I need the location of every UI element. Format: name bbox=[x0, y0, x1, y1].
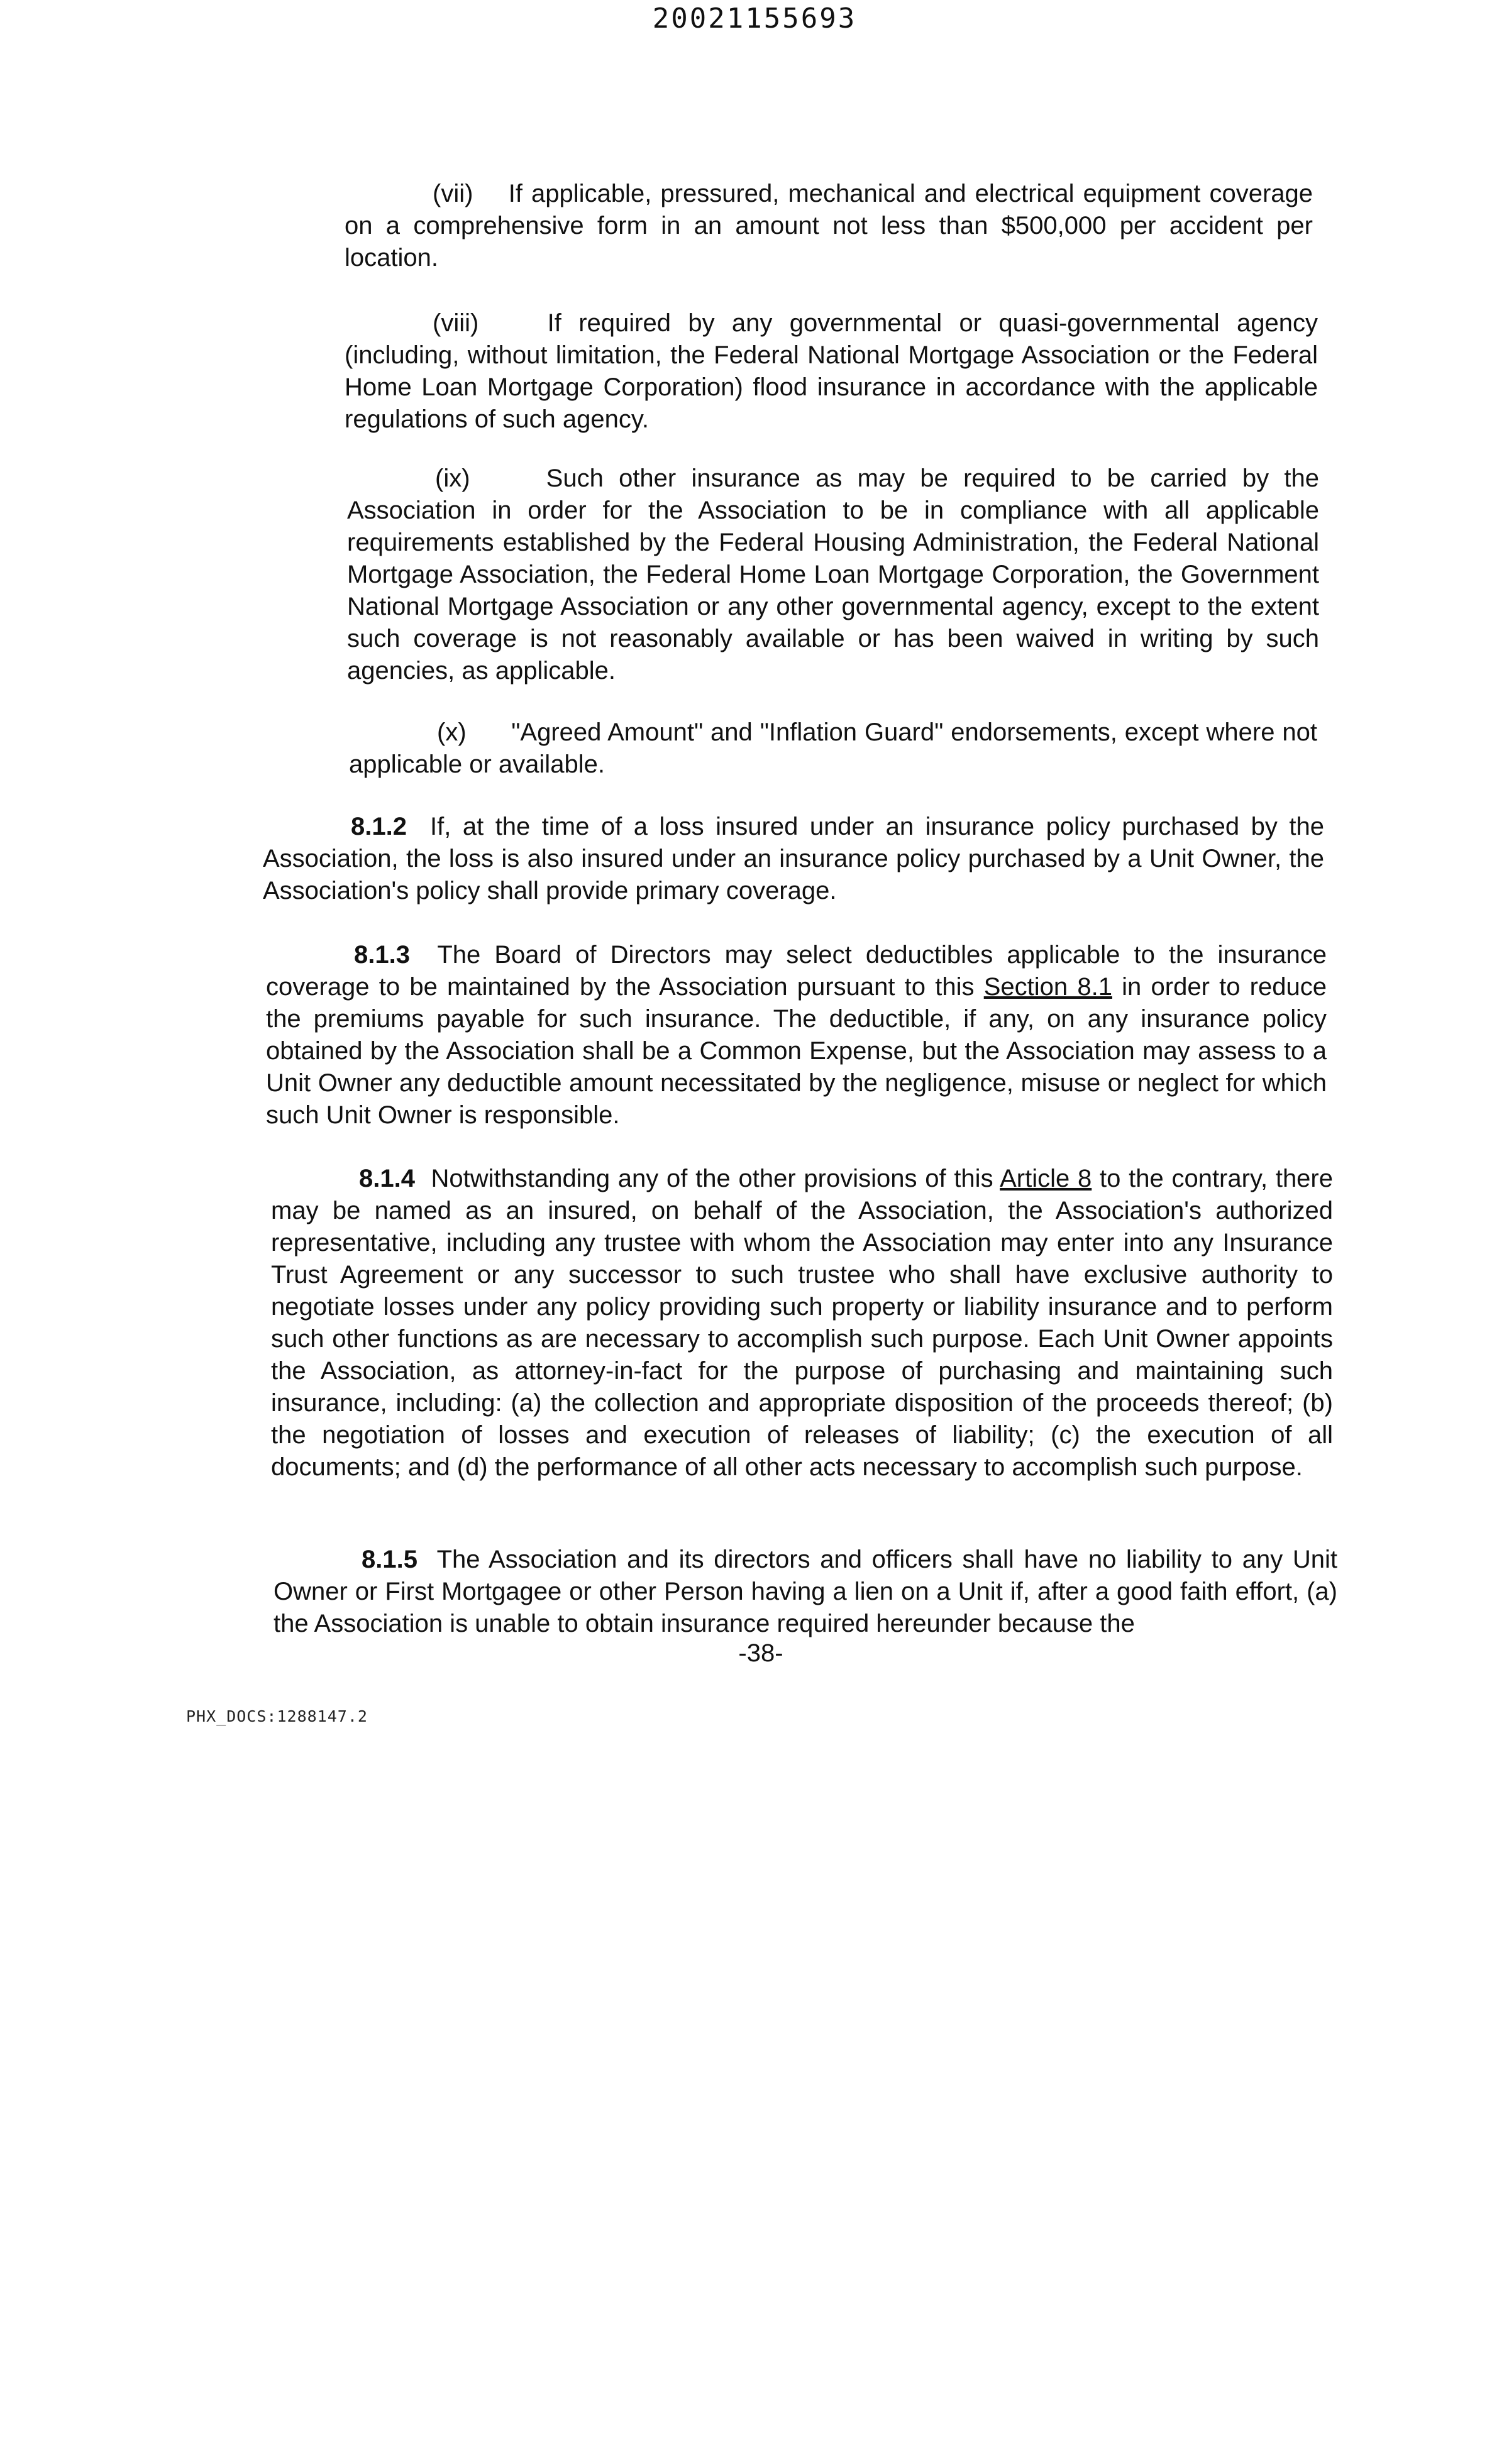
section-number: 8.1.4 bbox=[359, 1165, 415, 1192]
paragraph-text: "Agreed Amount" and "Inflation Guard" endorsements, except where not applicable or available. bbox=[349, 718, 1317, 778]
section-8-1-3 bbox=[266, 939, 1327, 1131]
paragraph-label: (x) bbox=[437, 718, 467, 746]
paragraph-text: If applicable, pressured, mechanical and electrical equipment coverage on a comprehensive form in an amount not less than $500,000 per accident per location. bbox=[345, 180, 1313, 272]
section-8-1-4 bbox=[271, 1163, 1333, 1483]
paragraph-label: (ix) bbox=[435, 465, 470, 492]
paragraph-text: Such other insurance as may be required to be carried by the Association in order for the Association to be in compliance with all applicable requirements established by the Federal Housing Administration, the Federal National Mortgage Association, the Federal Home Loan Mortgage Corporation, the Government National Mortgage Association or any other governmental agency, except to the extent such coverage is not reasonably available or has been waived in writing by such agencies, as applicable. bbox=[347, 465, 1319, 685]
paragraph-label: (viii) bbox=[433, 309, 479, 337]
paragraph-vii bbox=[345, 178, 1313, 274]
paragraph-label: (vii) bbox=[433, 180, 473, 207]
document-number: 20021155693 bbox=[652, 3, 857, 35]
section-text: The Board of Directors may select deductibles applicable to the insurance coverage to be maintained by the Association pursuant to this bbox=[266, 941, 1327, 1001]
section-number: 8.1.2 bbox=[351, 813, 407, 840]
section-text: The Association and its directors and officers shall have no liability to any Unit Owner or First Mortgagee or other Person having a lien on a Unit if, after a good faith effort, (a) the Association is unable to obtain insurance required hereunder because the bbox=[274, 1546, 1337, 1637]
section-text: in order to reduce the premiums payable for such insurance. The deductible, if any, on any insurance policy obtained by the Association shall be a Common Expense, but the Association may assess to a Unit Owner any deductible amount necessitated by the negligence, misuse or neglect for which such Unit Owner is responsible. bbox=[266, 973, 1327, 1129]
article-reference-link[interactable]: Article 8 bbox=[1000, 1165, 1092, 1192]
footer-document-id: PHX_DOCS:1288147.2 bbox=[186, 1707, 368, 1725]
section-8-1-5 bbox=[274, 1544, 1337, 1640]
section-number: 8.1.5 bbox=[362, 1546, 417, 1573]
section-reference-link[interactable]: Section 8.1 bbox=[983, 973, 1112, 1001]
section-text: Notwithstanding any of the other provisions of this bbox=[431, 1165, 993, 1192]
section-8-1-2 bbox=[263, 811, 1324, 907]
paragraph-text: If required by any governmental or quasi-governmental agency (including, without limitation, the Federal National Mortgage Association or the Federal Home Loan Mortgage Corporation) flood insurance in accordance with the applicable regulations of such agency. bbox=[345, 309, 1318, 433]
paragraph-viii bbox=[345, 307, 1318, 436]
section-text: If, at the time of a loss insured under an insurance policy purchased by the Association, the loss is also insured under an insurance policy purchased by a Unit Owner, the Association's policy shall provide primary coverage. bbox=[263, 813, 1324, 905]
page-number: -38- bbox=[738, 1639, 783, 1667]
paragraph-x bbox=[349, 717, 1317, 781]
paragraph-ix bbox=[347, 463, 1319, 687]
section-text: to the contrary, there may be named as an insured, on behalf of the Association, the Association's authorized representative, including any trustee with whom the Association may enter into any Insurance Trust Agreement or any successor to such trustee who shall have exclusive authority to negotiate losses under any policy providing such property or liability insurance and to perform such other functions as are necessary to accomplish such purpose. Each Unit Owner appoints the Association, as attorney-in-fact for the purpose of purchasing and maintaining such insurance, including: (a) the collection and appropriate disposition of the proceeds thereof; (b) the negotiation of losses and execution of releases of liability; (c) the execution of all documents; and (d) the performance of all other acts necessary to accomplish such purpose. bbox=[271, 1165, 1333, 1481]
section-number: 8.1.3 bbox=[354, 941, 410, 969]
